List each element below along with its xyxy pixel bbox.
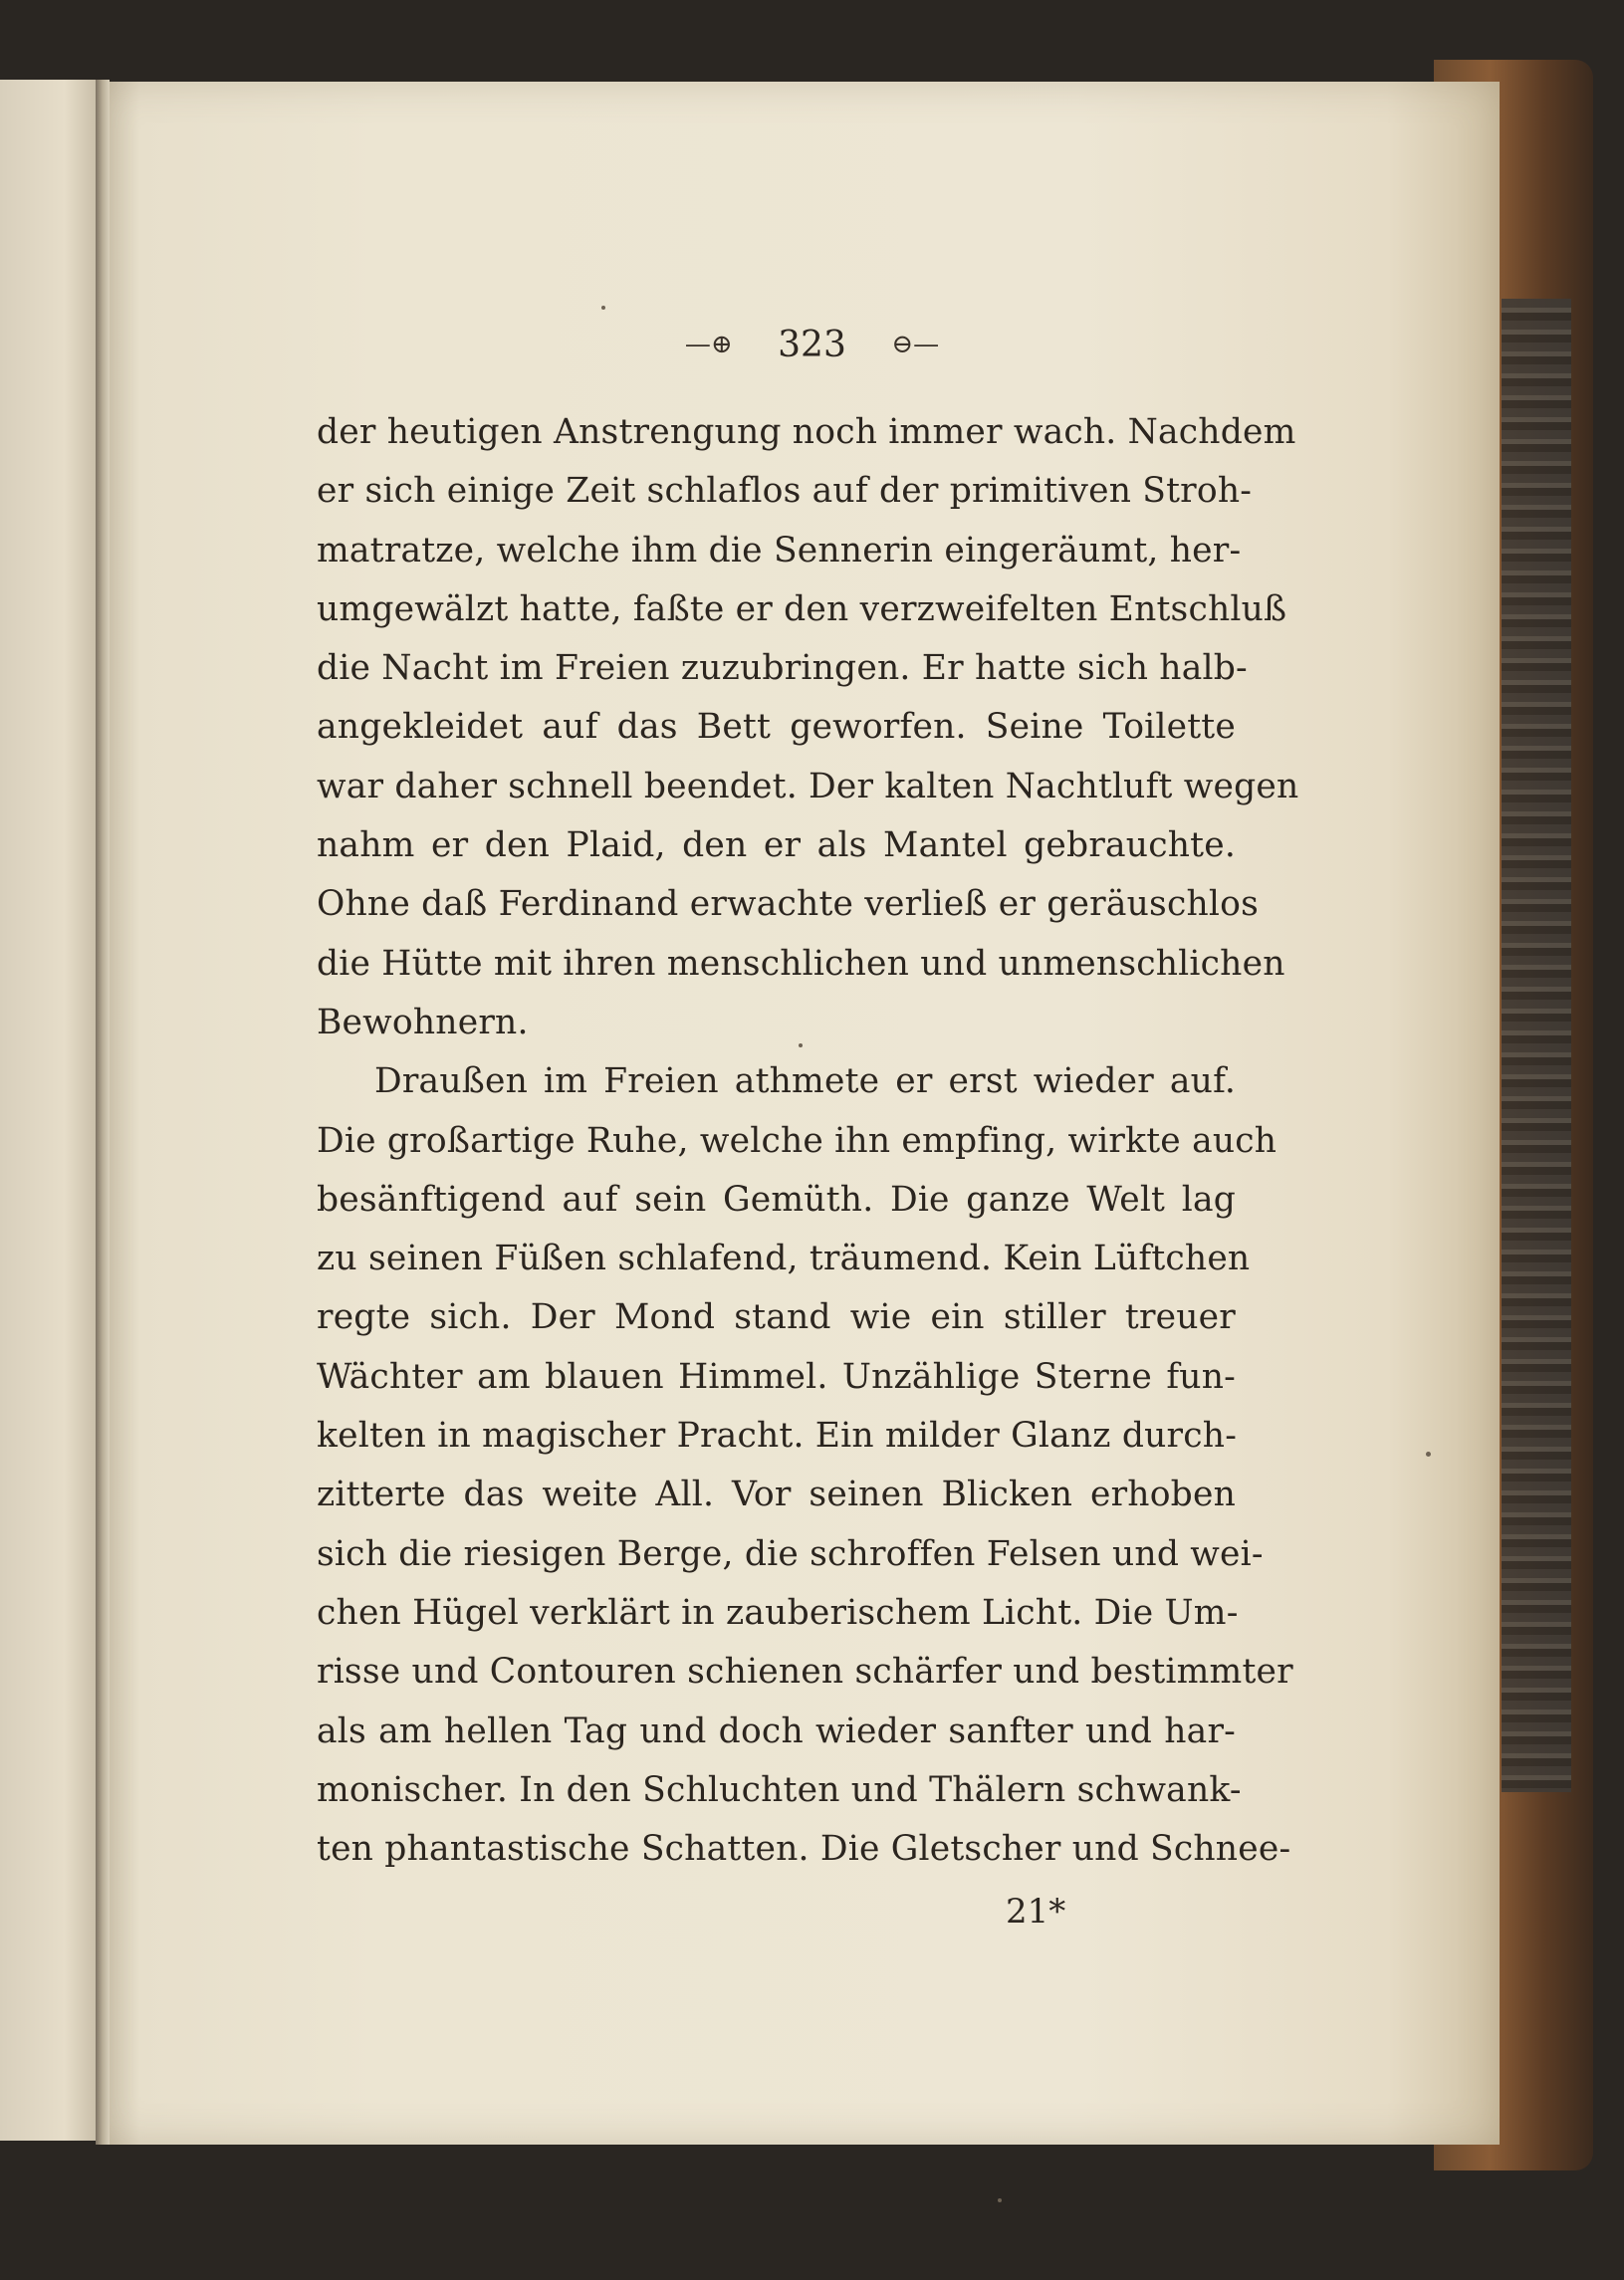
text-line: war daher schnell beendet. Der kalten Nachtluft wegen <box>317 766 1299 806</box>
text-line: kelten in magischer Pracht. Ein milder Glanz durch- <box>317 1416 1238 1457</box>
left-ornament-icon: —⊕ <box>684 330 733 359</box>
text-line: Ohne daß Ferdinand erwachte verließ er geräuschlos <box>317 884 1260 925</box>
text-line: die Nacht im Freien zuzubringen. Er hatte sich halb- <box>317 648 1248 689</box>
text-line: er sich einige Zeit schlaflos auf der primitiven Stroh- <box>317 471 1253 512</box>
right-ornament-icon: ⊖— <box>891 330 940 359</box>
page-gutter <box>96 80 110 2145</box>
text-line: monischer. In den Schluchten und Thälern schwank- <box>317 1769 1242 1810</box>
text-line: matratze, welche ihm die Sennerin eingeräumt, her- <box>317 530 1242 570</box>
marbled-cover-edge <box>1502 299 1571 1792</box>
text-line: der heutigen Anstrengung noch immer wach. Nachdem <box>317 412 1296 452</box>
page-number: 323 <box>778 324 846 365</box>
text-line: Wächter am blauen Himmel. Unzählige Sterne fun- <box>317 1356 1236 1397</box>
text-line: sich die riesigen Berge, die schroffen Felsen und wei- <box>317 1533 1264 1574</box>
text-line: Die großartige Ruhe, welche ihn empfing, wirkte auch <box>317 1120 1277 1161</box>
text-line: risse und Contouren schienen schärfer und bestimmter <box>317 1652 1293 1693</box>
text-line: regte sich. Der Mond stand wie ein stiller treuer <box>317 1297 1236 1338</box>
text-line: ten phantastische Schatten. Die Gletscher und Schnee- <box>317 1829 1291 1870</box>
text-line: umgewälzt hatte, faßte er den verzweifelten Entschluß <box>317 588 1287 629</box>
text-line: zu seinen Füßen schlafend, träumend. Kein Lüftchen <box>317 1239 1251 1279</box>
ink-speck <box>1426 1452 1431 1457</box>
facing-page-edge <box>0 80 108 2141</box>
text-line: zitterte das weite All. Vor seinen Blicken erhoben <box>317 1475 1236 1515</box>
ink-speck <box>601 306 605 310</box>
signature-mark: 21* <box>1006 1892 1066 1932</box>
running-header <box>0 322 1624 365</box>
text-line: angekleidet auf das Bett geworfen. Seine Toilette <box>317 707 1236 748</box>
text-line: nahm er den Plaid, den er als Mantel gebrauchte. <box>317 825 1236 866</box>
text-line: besänftigend auf sein Gemüth. Die ganze Welt lag <box>317 1179 1236 1220</box>
ink-speck <box>998 2198 1002 2202</box>
body-text <box>317 403 1299 1879</box>
text-line: Draußen im Freien athmete er erst wieder auf. <box>374 1061 1236 1102</box>
text-line: chen Hügel verklärt in zauberischem Licht. Die Um- <box>317 1592 1239 1633</box>
text-line: Bewohnern. <box>317 1002 529 1042</box>
text-line: als am hellen Tag und doch wieder sanfter und har- <box>317 1710 1236 1751</box>
text-line: die Hütte mit ihren menschlichen und unmenschlichen <box>317 943 1285 984</box>
